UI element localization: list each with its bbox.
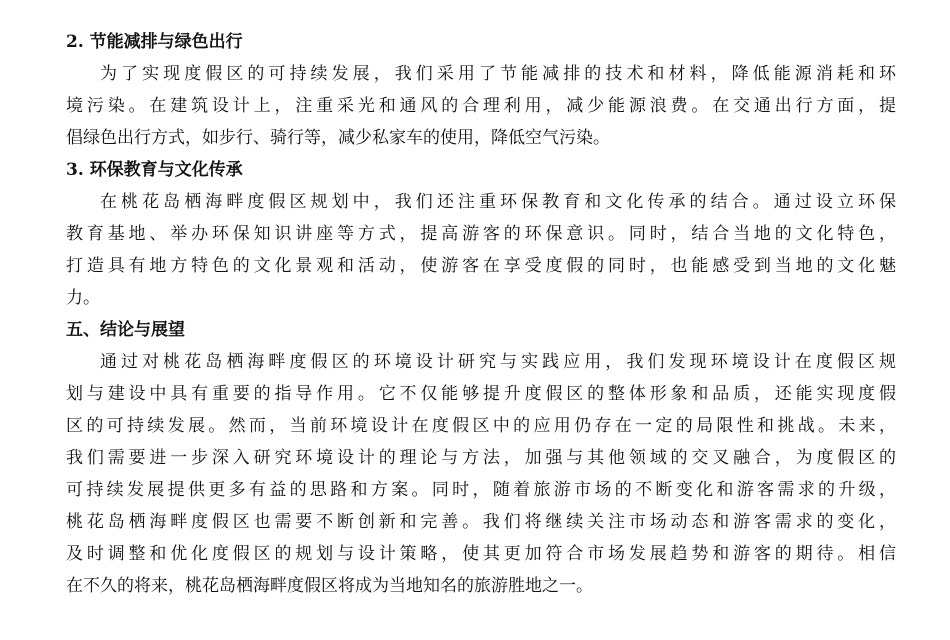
paragraph-line: 我们需要进一步深入研究环境设计的理论与方法，加强与其他领域的交叉融合，为度假区的	[66, 448, 896, 468]
document-page	[66, 26, 896, 602]
section-heading-conclusion: 五、结论与展望	[66, 320, 185, 340]
paragraph-line: 教育基地、举办环保知识讲座等方式，提高游客的环保意识。同时，结合当地的文化特色，	[66, 224, 896, 244]
paragraph-line: 境污染。在建筑设计上，注重采光和通风的合理利用，减少能源浪费。在交通出行方面，提	[66, 96, 896, 116]
paragraph-line: 划与建设中具有重要的指导作用。它不仅能够提升度假区的整体形象和品质，还能实现度假	[66, 384, 896, 404]
paragraph-conclusion	[66, 346, 896, 602]
paragraph-line: 在不久的将来，桃花岛栖海畔度假区将成为当地知名的旅游胜地之一。	[66, 576, 593, 596]
paragraph-energy-saving	[66, 58, 896, 154]
paragraph-line: 通过对桃花岛栖海畔度假区的环境设计研究与实践应用，我们发现环境设计在度假区规	[100, 352, 896, 372]
subsection-heading-environmental-education: 3. 环保教育与文化传承	[66, 160, 243, 180]
paragraph-line: 打造具有地方特色的文化景观和活动，使游客在享受度假的同时，也能感受到当地的文化魅	[66, 256, 896, 276]
subsection-heading-energy-saving: 2. 节能减排与绿色出行	[66, 32, 243, 52]
paragraph-line: 在桃花岛栖海畔度假区规划中，我们还注重环保教育和文化传承的结合。通过设立环保	[100, 192, 896, 212]
paragraph-line: 倡绿色出行方式，如步行、骑行等，减少私家车的使用，降低空气污染。	[66, 128, 610, 148]
paragraph-line: 及时调整和优化度假区的规划与设计策略，使其更加符合市场发展趋势和游客的期待。相信	[66, 544, 896, 564]
paragraph-line: 桃花岛栖海畔度假区也需要不断创新和完善。我们将继续关注市场动态和游客需求的变化，	[66, 512, 896, 532]
paragraph-line: 可持续发展提供更多有益的思路和方案。同时，随着旅游市场的不断变化和游客需求的升级，	[66, 480, 896, 500]
paragraph-line: 力。	[66, 288, 100, 308]
paragraph-environmental-education	[66, 186, 896, 314]
paragraph-line: 为了实现度假区的可持续发展，我们采用了节能减排的技术和材料，降低能源消耗和环	[100, 64, 896, 84]
paragraph-line: 区的可持续发展。然而，当前环境设计在度假区中的应用仍存在一定的局限性和挑战。未来，	[66, 416, 896, 436]
